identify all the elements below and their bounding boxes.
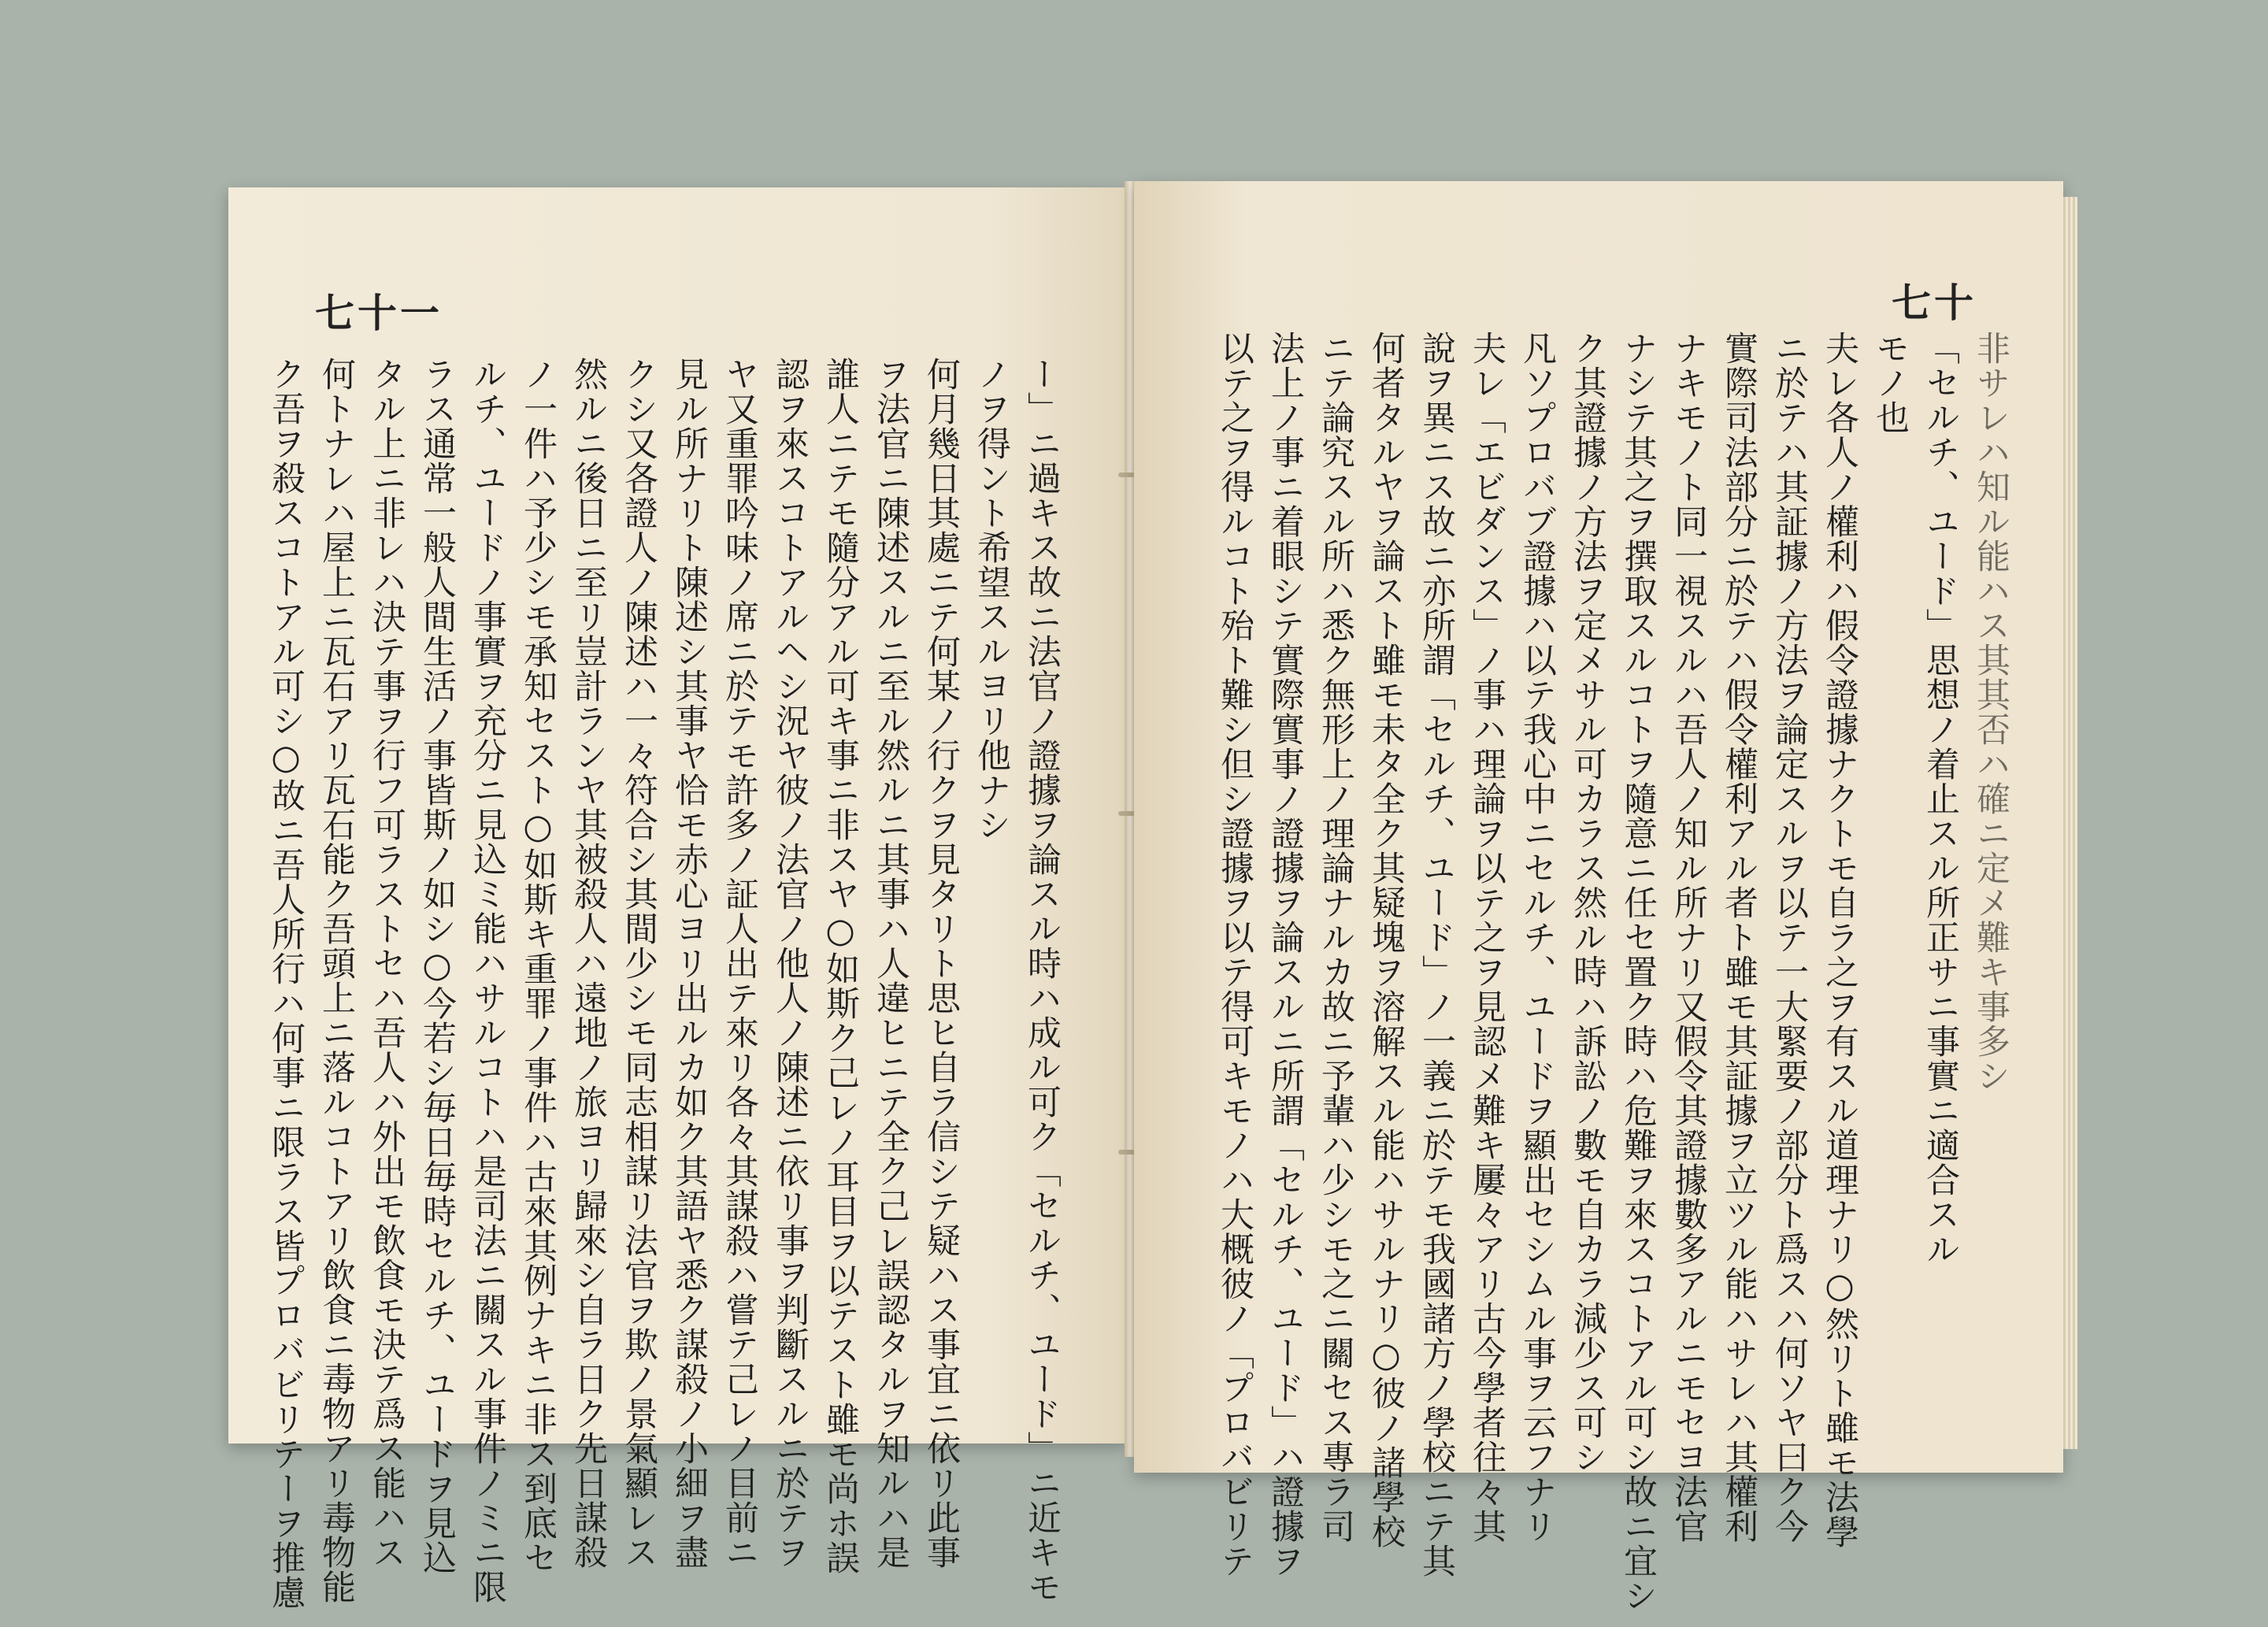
text-line: タル上ニ非レハ決テ事ヲ行フ可ラストセハ吾人ハ外出モ飲食モ決テ爲ス能ハス [367,357,406,1570]
text-line: ナキモノト同一視スルハ吾人ノ知ル所ナリ又假令其證據數多アルニモセヨ法官 [1669,331,1708,1544]
text-line: 見ル所ナリト陳述シ其事ヤ恰モ赤心ヨリ出ルカ如ク其語ヤ悉ク謀殺ノ小細ヲ盡 [669,357,709,1570]
text-line: 然ルニ後日ニ至リ豈計ランヤ其被殺人ハ遠地ノ旅ヨリ歸來シ自ラ日ク先日謀殺 [569,357,608,1570]
text-line: ー」ニ過キス故ニ法官ノ證據ヲ論スル時ハ成ル可ク「セルチ、ユード」ニ近キモ [1022,357,1062,1604]
left-page [228,187,1126,1610]
text-line: 何月幾日其處ニテ何某ノ行クヲ見タリト思ヒ自ラ信シテ疑ハス事宜ニ依リ此事 [921,357,961,1570]
page-edges [2063,197,2077,1449]
text-line: ナシテ其之ヲ撰取スルコトヲ隨意ニ任セ置ク時ハ危難ヲ來スコトアル可シ故ニ宜シ [1618,331,1658,1613]
text-line: ニ於テハ其証據ノ方法ヲ論定スルヲ以テ一大緊要ノ部分ト爲スハ何ソヤ曰ク今 [1770,331,1809,1544]
text-line: 認ヲ來スコトアルヘシ況ヤ彼ノ法官ノ他人ノ陳述ニ依リ事ヲ判斷スルニ於テヲ [770,357,810,1570]
right-page-text [1215,331,2016,1613]
text-line: ク其證據ノ方法ヲ定メサル可カラス然ル時ハ訴訟ノ數モ自カラ減少ス可シ [1568,331,1607,1474]
page-number: 七十一 [315,290,443,336]
text-line: 夫レ「エビダンス」ノ事ハ理論ヲ以テ之ヲ見認メ難キ屢々アリ古今學者往々其 [1467,331,1506,1544]
text-line: ノヲ得ント希望スルヨリ他ナシ [972,357,1011,842]
text-line: 何トナレハ屋上ニ瓦石アリ瓦石能ク吾頭上ニ落ルコトアリ飲食ニ毒物アリ毒物能 [317,357,356,1604]
text-line: ルチ、ユードノ事實ヲ充分ニ見込ミ能ハサルコトハ是司法ニ關スル事件ノミニ限 [468,357,507,1604]
text-line: 何者タルヤヲ論スト雖モ未タ全ク其疑塊ヲ溶解スル能ハサルナリ○彼ノ諸學校 [1366,331,1406,1549]
page-number: 七十 [1892,280,1977,326]
right-page [1134,181,2063,1613]
text-line: 誰人ニテモ隨分アル可キ事ニ非スヤ○如斯ク己レノ耳目ヲ以テスト雖モ尚ホ誤 [821,357,860,1575]
text-line: モノ也 [1870,331,1910,435]
text-line: ノ一件ハ予少シモ承知セスト○如斯キ重罪ノ事件ハ古來其例ナキニ非ス到底セ [518,357,558,1575]
text-line: ク吾ヲ殺スコトアル可シ○故ニ吾人所行ハ何事ニ限ラス皆プロバビリテーヲ推慮 [266,357,306,1610]
text-line: ヤ又重罪吟味ノ席ニ於テモ許多ノ証人出テ來リ各々其謀殺ハ嘗テ己レノ目前ニ [720,357,759,1570]
text-line: 非サレハ知ル能ハス其其否ハ確ニ定メ難キ事多シ [1971,331,2010,1093]
text-line: 說ヲ異ニス故ニ亦所謂「セルチ、ユード」ノ一義ニ於テモ我國諸方ノ學校ニテ其 [1417,331,1456,1578]
text-line: ラス通常一般人間生活ノ事皆斯ノ如シ○今若シ毎日毎時セルチ、ユードヲ見込 [417,357,457,1575]
text-line: 實際司法部分ニ於テハ假令權利アル者ト雖モ其証據ヲ立ツル能ハサレハ其權利 [1719,331,1758,1544]
text-line: ヲ法官ニ陳述スルニ至ル然ルニ其事ハ人違ヒニテ全ク己レ誤認タルヲ知ルハ是 [871,357,910,1570]
book-spread [228,181,2071,1613]
text-line: 「セルチ、ユード」思想ノ着止スル所正サニ事實ニ適合スル [1921,331,1960,1266]
text-line: 凡ソプロバブ證據ハ以テ我心中ニセルチ、ユードヲ顯出セシムル事ヲ云フナリ [1518,331,1557,1544]
text-line: クシ又各證人ノ陳述ハ一々符合シ其間少シモ同志相謀リ法官ヲ欺ノ景氣顯レス [619,357,658,1570]
text-line: 夫レ各人ノ權利ハ假令證據ナクトモ自ラ之ヲ有スル道理ナリ○然リト雖モ法學 [1820,331,1859,1549]
text-line: ニテ論究スル所ハ悉ク無形上ノ理論ナルカ故ニ予輩ハ少シモ之ニ關セス專ラ司 [1316,331,1355,1544]
text-line: 法上ノ事ニ着眼シテ實際實事ノ證據ヲ論スルニ所謂「セルチ、ユード」ハ證據ヲ [1266,331,1305,1578]
left-page-text [266,357,1067,1610]
text-line: 以テ之ヲ得ルコト殆ト難シ但シ證據ヲ以テ得可キモノハ大概彼ノ「プロバビリテ [1215,331,1254,1578]
